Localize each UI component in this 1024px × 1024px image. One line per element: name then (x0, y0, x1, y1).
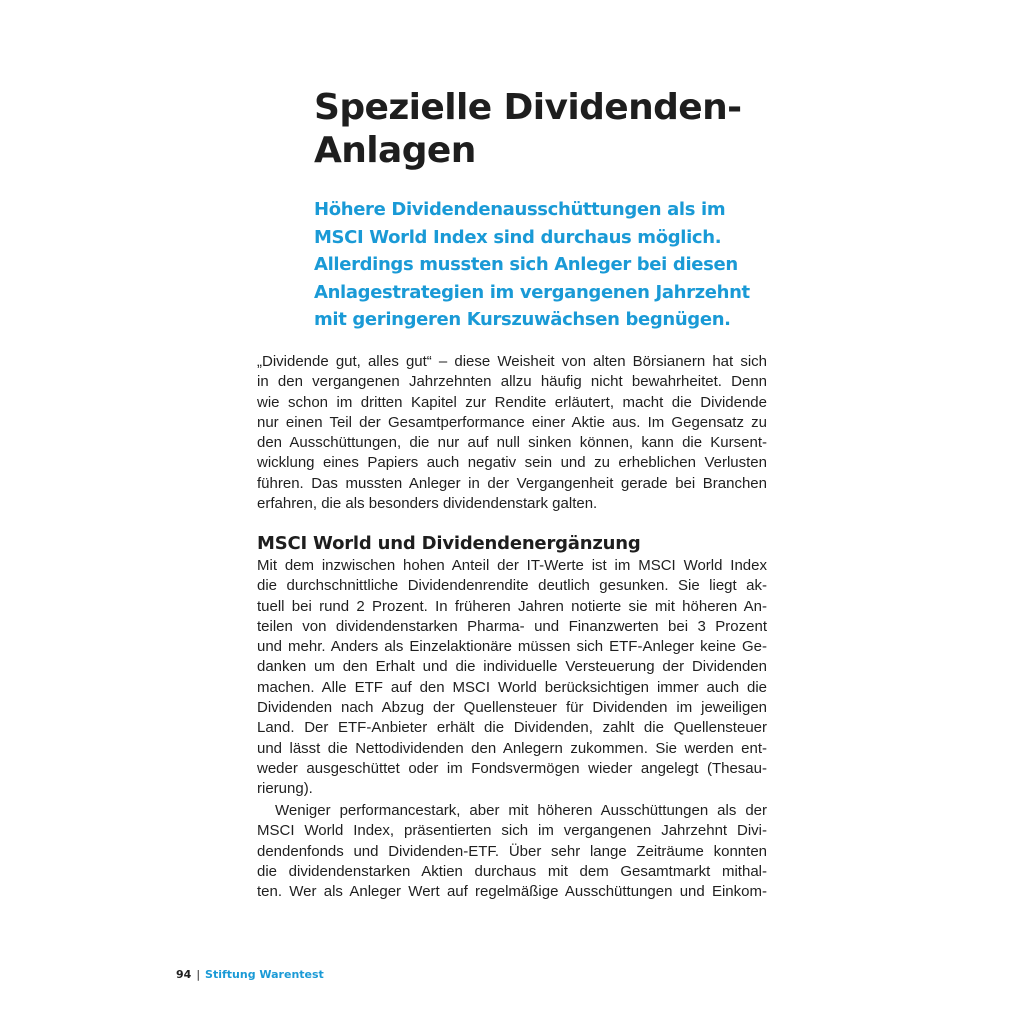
section-heading: MSCI World und Dividendenergänzung (257, 533, 641, 554)
text-line: nur einen Teil der Gesamtperformance einer Aktie aus. Im Gegensatz zu (257, 413, 767, 431)
text-line: weder ausgeschüttet oder im Fondsvermögen wieder angelegt (Thesau- (257, 759, 767, 777)
text-line: wicklung eines Papiers auch negativ sein und zu erheblichen Verlusten (257, 454, 767, 472)
footer-separator: | (196, 968, 201, 981)
text-line: die dividendenstarken Aktien durchaus mit dem Gesamtmarkt mithal- (257, 862, 767, 880)
text-line: erfahren, die als besonders dividendenstark galten. (257, 495, 598, 513)
text-line: führen. Das mussten Anleger in der Vergangenheit gerade bei Branchen (257, 474, 767, 492)
page-title (314, 86, 794, 172)
page-footer (176, 968, 324, 982)
text-line: dendenfonds und Dividenden-ETF. Über sehr lange Zeiträume konnten (257, 842, 767, 860)
publisher-name: Stiftung Warentest (205, 968, 324, 981)
text-line: Weniger performancestark, aber mit höheren Ausschüttungen als der (275, 802, 767, 819)
body-paragraph-msci (257, 556, 767, 800)
text-line: und lässt die Nettodividenden den Anlegern zukommen. Sie werden ent- (257, 739, 767, 757)
text-line: wie schon im dritten Kapitel zur Rendite erläutert, macht die Dividende (257, 393, 767, 411)
lead-paragraph (314, 196, 784, 334)
text-line: und mehr. Anders als Einzelaktionäre müssen sich ETF-Anleger keine Ge- (257, 638, 767, 656)
page-title-line: Spezielle Dividenden- (314, 87, 742, 128)
text-line: Mit dem inzwischen hohen Anteil der IT-Werte ist im MSCI World Index (257, 557, 767, 574)
text-line: tuell bei rund 2 Prozent. In früheren Jahren notierte sie mit höheren An- (257, 597, 767, 615)
text-line: MSCI World Index, präsentierten sich im vergangenen Jahrzehnt Divi- (257, 822, 767, 840)
text-line: die durchschnittliche Dividendenrendite deutlich gesunken. Sie liegt ak- (257, 577, 767, 595)
text-line: teilen von dividendenstarken Pharma- und Finanzwerten bei 3 Prozent (257, 617, 767, 635)
text-line: „Dividende gut, alles gut“ – diese Weisheit von alten Börsianern hat sich (257, 353, 767, 370)
body-paragraph-intro (257, 352, 767, 514)
text-line: ten. Wer als Anleger Wert auf regelmäßige Ausschüttungen und Einkom- (257, 883, 767, 901)
text-line: Land. Der ETF-Anbieter erhält die Dividenden, zahlt die Quellensteuer (257, 719, 767, 737)
text-line: rierung). (257, 780, 313, 798)
lead-line: Allerdings mussten sich Anleger bei diesen (314, 254, 738, 275)
page-number: 94 (176, 968, 192, 981)
page-title-line: Anlagen (314, 130, 476, 171)
lead-line: Höhere Dividendenausschüttungen als im (314, 199, 726, 220)
lead-line: MSCI World Index sind durchaus möglich. (314, 226, 722, 248)
text-line: machen. Alle ETF auf den MSCI World berücksichtigen immer auch die (257, 678, 767, 696)
text-line: danken um den Erhalt und die individuelle Versteuerung der Dividenden (257, 658, 767, 676)
lead-line: mit geringeren Kurszuwächsen begnügen. (314, 309, 731, 330)
body-paragraph-dividend-funds (257, 801, 767, 902)
lead-line: Anlagestrategien im vergangenen Jahrzehnt (314, 281, 750, 303)
text-line: den Ausschüttungen, die nur auf null sinken können, kann die Kursent- (257, 434, 767, 452)
text-line: in den vergangenen Jahrzehnten allzu häufig nicht bewahrheitet. Denn (257, 373, 767, 391)
text-line: Dividenden nach Abzug der Quellensteuer für Dividenden im jeweiligen (257, 699, 767, 717)
